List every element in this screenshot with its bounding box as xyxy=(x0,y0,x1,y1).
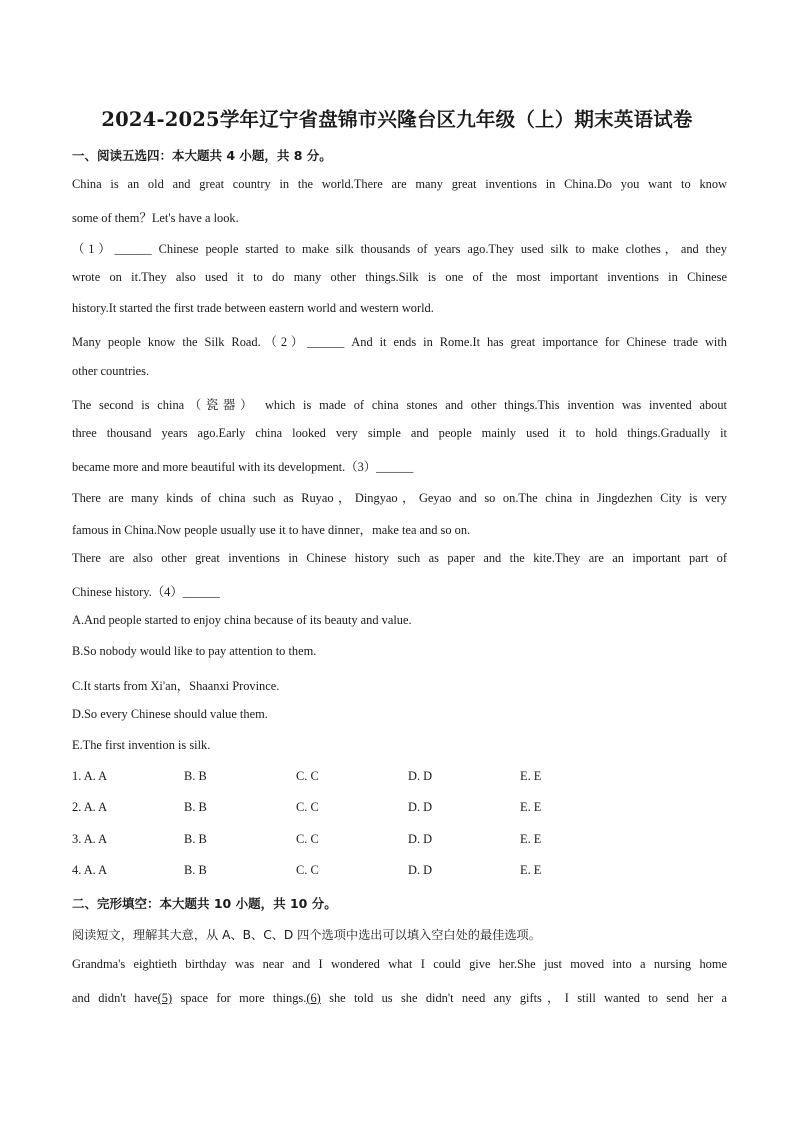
option-e[interactable]: E. E xyxy=(520,769,542,783)
passage-text: and didn't have xyxy=(72,991,158,1005)
passage-line: There are also other great inventions in Chinese history such as paper and the kite.They are an important part of xyxy=(72,551,727,565)
passage-line: （1）______ Chinese people started to make silk thousands of years ago.They used silk to make clothes，and they xyxy=(72,242,727,256)
option-e[interactable]: E. E xyxy=(520,863,542,877)
option-b[interactable]: B. B xyxy=(184,832,207,846)
blank-5: (5) xyxy=(157,991,173,1005)
option-e[interactable]: E. E xyxy=(520,832,542,846)
option-d[interactable]: D. D xyxy=(408,800,433,814)
passage-text: space for more things. xyxy=(172,991,307,1005)
passage-line: other countries. xyxy=(72,364,150,378)
section-1-heading: 一、阅读五选四：本大题共 4 小题，共 8 分。 xyxy=(72,148,332,163)
option-d[interactable]: D. D xyxy=(408,769,433,783)
passage-line xyxy=(72,988,727,1006)
option-a[interactable]: 4. A. A xyxy=(72,863,108,877)
option-e[interactable]: E. E xyxy=(520,800,542,814)
option-b[interactable]: B. B xyxy=(184,863,207,877)
option-a[interactable]: 3. A. A xyxy=(72,832,108,846)
passage-line: some of them？Let's have a look. xyxy=(72,211,239,225)
passage-line: China is an old and great country in the world.There are many great inventions in China.Do you want to know xyxy=(72,177,727,191)
option-c[interactable]: C. C xyxy=(296,800,319,814)
passage-line: Chinese history.（4）______ xyxy=(72,585,220,599)
option-a[interactable]: 2. A. A xyxy=(72,800,108,814)
choice-c: C.It starts from Xi'an，Shaanxi Province. xyxy=(72,679,280,693)
passage-line: There are many kinds of china such as Ruyao，Dingyao，Geyao and so on.The china in Jingdezhen City is very xyxy=(72,491,727,505)
passage-line: three thousand years ago.Early china looked very simple and people mainly used it to hold things.Gradually it xyxy=(72,426,727,440)
passage-line: history.It started the first trade between eastern world and western world. xyxy=(72,301,434,315)
option-b[interactable]: B. B xyxy=(184,800,207,814)
passage-text: she told us she didn't need any gifts，I still wanted to send her a xyxy=(320,991,727,1005)
passage-line: Many people know the Silk Road.（2）______ And it ends in Rome.It has great importance for Chinese trade with xyxy=(72,335,727,349)
passage-line: The second is china（瓷器） which is made of china stones and other things.This invention was invented about xyxy=(72,398,727,412)
option-c[interactable]: C. C xyxy=(296,769,319,783)
passage-line: wrote on it.They also used it to do many other things.Silk is one of the most important inventions in Chinese xyxy=(72,270,727,284)
option-c[interactable]: C. C xyxy=(296,863,319,877)
section-2-instruction: 阅读短文，理解其大意，从 A、B、C、D 四个选项中选出可以填入空白处的最佳选项。 xyxy=(72,928,541,942)
option-b[interactable]: B. B xyxy=(184,769,207,783)
option-d[interactable]: D. D xyxy=(408,863,433,877)
option-d[interactable]: D. D xyxy=(408,832,433,846)
choice-a: A.And people started to enjoy china because of its beauty and value. xyxy=(72,613,412,627)
section-2-heading: 二、完形填空：本大题共 10 小题，共 10 分。 xyxy=(72,896,337,911)
blank-6: (6) xyxy=(306,991,321,1005)
choice-e: E.The first invention is silk. xyxy=(72,738,211,752)
passage-line: Grandma's eightieth birthday was near and I wondered what I could give her.She just moved into a nursing home xyxy=(72,957,727,971)
passage-line: became more and more beautiful with its development.（3）______ xyxy=(72,460,414,474)
passage-line: famous in China.Now people usually use it to have dinner，make tea and so on. xyxy=(72,523,471,537)
option-a[interactable]: 1. A. A xyxy=(72,769,108,783)
exam-title: 2024-2025学年辽宁省盘锦市兴隆台区九年级（上）期末英语试卷 xyxy=(101,108,693,131)
choice-b: B.So nobody would like to pay attention to them. xyxy=(72,644,317,658)
option-c[interactable]: C. C xyxy=(296,832,319,846)
choice-d: D.So every Chinese should value them. xyxy=(72,707,268,721)
